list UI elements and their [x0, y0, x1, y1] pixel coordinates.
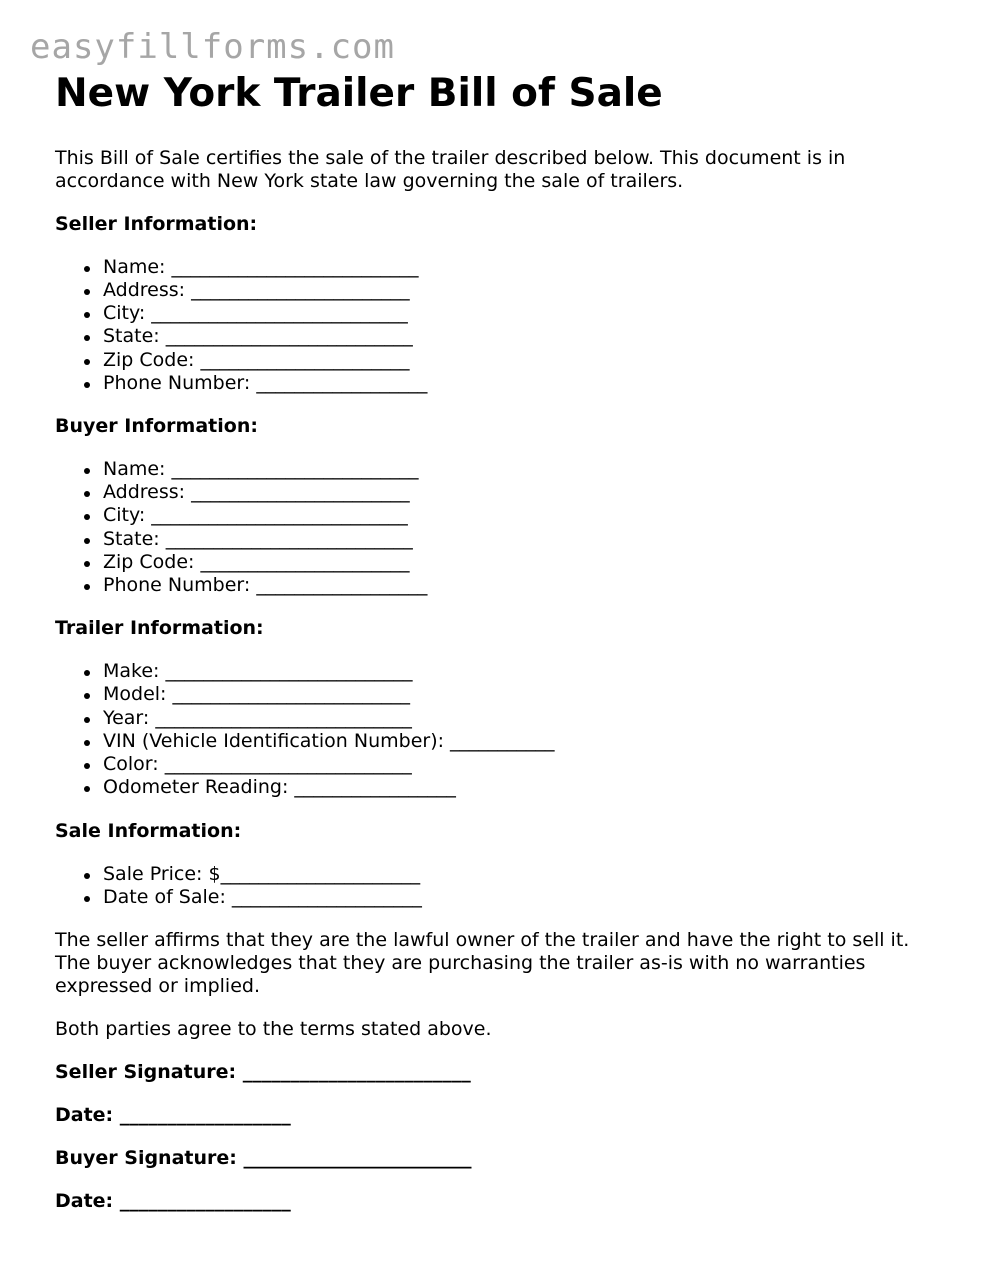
buyer-name-field[interactable]: Name: __________________________ — [103, 458, 945, 481]
buyer-fields-list — [55, 458, 945, 597]
trailer-section-heading: Trailer Information: — [55, 617, 264, 640]
trailer-model-field[interactable]: Model: _________________________ — [103, 683, 945, 706]
trailer-odometer-field[interactable]: Odometer Reading: _________________ — [103, 776, 945, 799]
buyer-phone-field[interactable]: Phone Number: __________________ — [103, 574, 945, 597]
buyer-signature-field[interactable]: Buyer Signature: ________________________ — [55, 1146, 472, 1169]
seller-section-heading: Seller Information: — [55, 212, 258, 235]
intro-paragraph: This Bill of Sale certifies the sale of the trailer described below. This document is in accordance with New York state law governing the sale of trailers. — [55, 146, 846, 192]
seller-signature-field[interactable]: Seller Signature: ________________________ — [55, 1060, 471, 1083]
buyer-address-field[interactable]: Address: _______________________ — [103, 481, 945, 504]
seller-phone-field[interactable]: Phone Number: __________________ — [103, 372, 945, 395]
affirmation-paragraph: The seller affirms that they are the lawful owner of the trailer and have the right to sell it. The buyer acknowledges that they are purchasing the trailer as-is with no warranties expressed or implied. — [55, 928, 910, 997]
sale-date-field[interactable]: Date of Sale: ____________________ — [103, 886, 945, 909]
trailer-color-field[interactable]: Color: __________________________ — [103, 753, 945, 776]
buyer-city-field[interactable]: City: ___________________________ — [103, 504, 945, 527]
seller-zip-field[interactable]: Zip Code: ______________________ — [103, 349, 945, 372]
buyer-section-heading: Buyer Information: — [55, 415, 258, 438]
watermark: easyfillforms.com — [30, 27, 395, 67]
buyer-zip-field[interactable]: Zip Code: ______________________ — [103, 551, 945, 574]
sale-fields-list — [55, 863, 945, 909]
buyer-state-field[interactable]: State: __________________________ — [103, 528, 945, 551]
trailer-year-field[interactable]: Year: ___________________________ — [103, 707, 945, 730]
sale-price-field[interactable]: Sale Price: $_____________________ — [103, 863, 945, 886]
sale-section-heading: Sale Information: — [55, 819, 242, 842]
trailer-vin-field[interactable]: VIN (Vehicle Identification Number): ___________ — [103, 730, 945, 753]
seller-date-field[interactable]: Date: __________________ — [55, 1103, 291, 1126]
agreement-paragraph: Both parties agree to the terms stated above. — [55, 1017, 492, 1040]
seller-state-field[interactable]: State: __________________________ — [103, 325, 945, 348]
seller-fields-list — [55, 256, 945, 395]
trailer-make-field[interactable]: Make: __________________________ — [103, 660, 945, 683]
seller-city-field[interactable]: City: ___________________________ — [103, 302, 945, 325]
page-title: New York Trailer Bill of Sale — [55, 71, 663, 116]
seller-name-field[interactable]: Name: __________________________ — [103, 256, 945, 279]
seller-address-field[interactable]: Address: _______________________ — [103, 279, 945, 302]
trailer-fields-list — [55, 660, 945, 799]
buyer-date-field[interactable]: Date: __________________ — [55, 1189, 291, 1212]
document-page — [55, 72, 945, 1213]
